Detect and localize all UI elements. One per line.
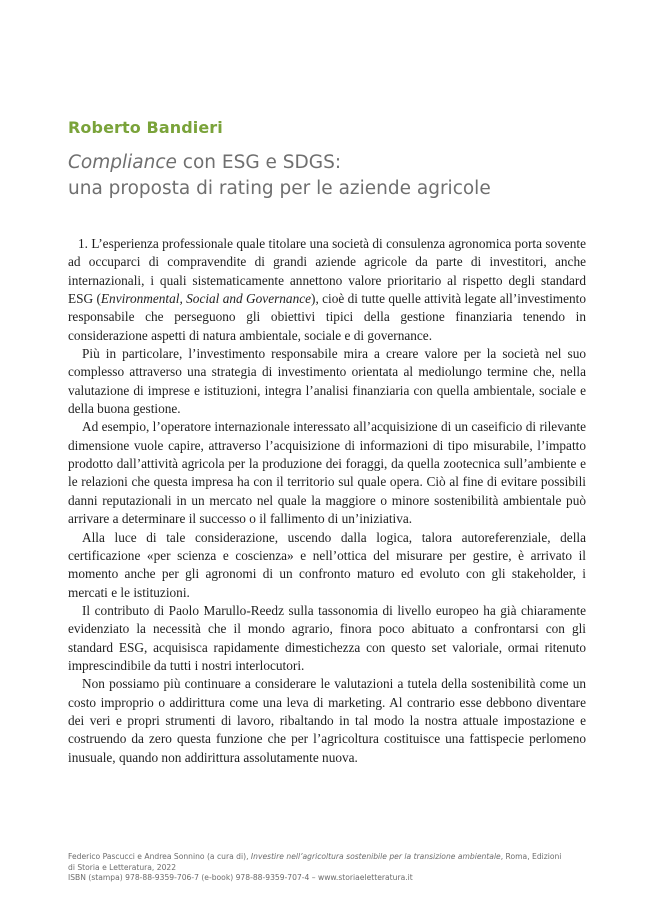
paragraph-6: Non possiamo più continuare a considerare le valutazioni a tutela della sostenibilità come un costo improprio o addirittura come una leva di marketing. Al contrario esse debbono diventare dei veri e propri strumenti di lavoro, ribaltando in tal modo la nostra attuale impostazione e costruendo da zero questa funzione che per l’agricoltura costituisce una fattispecie perlomeno inusuale, quando non addirittura assolutamente nuova.	[68, 676, 586, 765]
paragraph-4: Alla luce di tale considerazione, uscendo dalla logica, talora autoreferenziale, della certificazione «per scienza e coscienza» e nell’ottica del misurare per gestire, è arrivato il momento anche per gli agronomi di un confronto maturo ed evoluto con gli stakeholder, i mercati e le istituzioni.	[68, 529, 586, 600]
chapter-title-rest: con ESG e SDGS:	[176, 152, 342, 173]
footer-book-title: Investire nell’agricoltura sostenibile per la transizione ambientale	[250, 852, 501, 861]
author-name: Roberto Bandieri	[68, 118, 223, 137]
paragraph-1-text-start: 1. L’esperienza professionale quale titolare una società di consulenza agronomica porta sovente ad occuparci di compravendite di grandi aziende agricole da parte di investitori, anche internazionali, i quali sistematicamente annettono valore prioritario al rispetto degli standard ESG (	[68, 236, 586, 307]
chapter-title-italic: Compliance	[68, 152, 177, 173]
paragraph-3: Ad esempio, l’operatore internazionale interessato all’acquisizione di un caseificio di rilevante dimensione vuole capire, attraverso l’acquisizione di informazioni di tipo misurabile, l’impatto prodotto dall’attività agricola per la produzione dei foraggi, da quella zootecnica sull’ambiente e le relazioni che questa impresa ha con il territorio sul quale opera. Ciò al fine di evitare possibili danni reputazionali in un mercato nel quale la maggiore o minore sostenibilità ambientale può arrivare a determinare il successo o il fallimento di un’iniziativa.	[68, 419, 586, 527]
footer-isbn: ISBN (stampa) 978-88-9359-706-7 (e-book) 978-88-9359-707-4 – www.storiaeletteratura.it	[68, 873, 413, 882]
chapter-title	[68, 150, 608, 202]
footer-editors: Federico Pascucci e Andrea Sonnino (a cura di),	[68, 852, 251, 861]
paragraph-1	[68, 235, 586, 345]
page-footer	[68, 852, 608, 884]
paragraph-5: Il contributo di Paolo Marullo-Reedz sulla tassonomia di livello europeo ha già chiaramente evidenziato la necessità che il mondo agrario, finora poco abituato a confrontarsi con gli standard ESG, acquisisca rapidamente dimestichezza con questo set valoriale, ormai ritenuto imprescindibile da tutti i nostri interlocutori.	[68, 602, 586, 673]
footer-publisher: di Storia e Letteratura, 2022	[68, 862, 177, 872]
paragraph-1-text-end: ), cioè di tutte quelle attività legate all’investimento responsabile che perseguono gli obiettivi tipici della gestione finanziaria tenendo in considerazione aspetti di natura ambientale, sociale e di governance.	[68, 291, 586, 343]
paragraph-2: Più in particolare, l’investimento responsabile mira a creare valore per la società nel suo complesso attraverso una strategia di investimento orientata al mediolungo termine che, nella valutazione di imprese e istituzioni, integra l’analisi finanziaria con quella ambientale, sociale e della buona gestione.	[68, 346, 586, 417]
paragraph-1-italic: Environmental, Social and Governance	[100, 291, 312, 307]
footer-publisher-start: , Roma, Edizioni	[500, 852, 562, 861]
body-text	[68, 235, 586, 767]
chapter-title-line-1	[68, 150, 608, 176]
chapter-title-line-2: una proposta di rating per le aziende agricole	[68, 178, 491, 199]
footer-citation	[68, 852, 608, 863]
